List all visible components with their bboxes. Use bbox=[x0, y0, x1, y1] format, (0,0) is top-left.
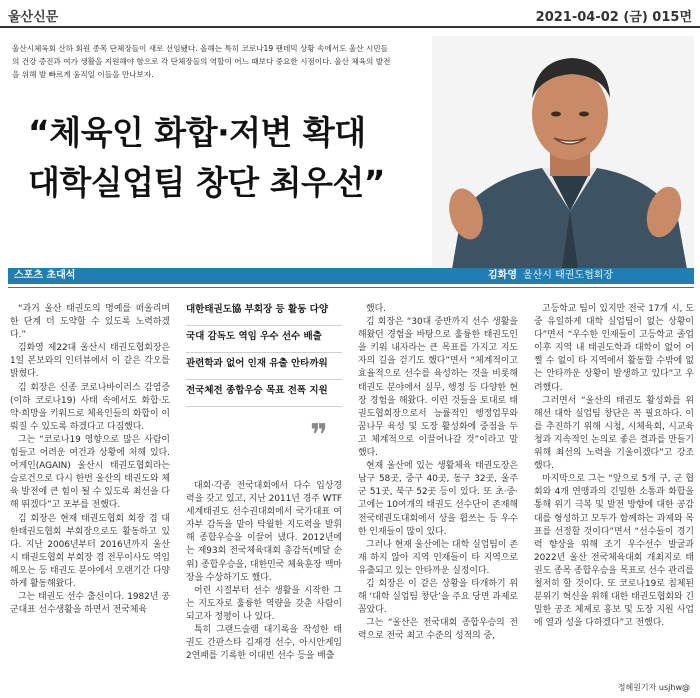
paragraph: 김 회장은 신종 코로나바이러스 감염증(이하 코로나19) 사태 속에서도 화합·도약·희망을 키워드로 체육인들의 화합이 이뤄질 수 있도록 하겠다고 다짐했다. bbox=[10, 382, 170, 432]
subheading: 전국체전 종합우승 목표 전폭 지원 bbox=[186, 384, 342, 407]
interviewee-title: 울산시 태권도협회장 bbox=[522, 270, 614, 281]
article-column-3 bbox=[358, 303, 518, 643]
paragraph: 현재 울산에 있는 생활체육 태권도장은 남구 58곳, 중구 40곳, 동구 32곳, 울주군 51곳, 북구 52곳 등이 있다. 또 초·중·고에는 10여개의 태권도 선수단이 존재해 전국태권도대회에서 상을 휩쓰는 등 우수한 인재들이 많이 있다. bbox=[358, 461, 518, 537]
paragraph: “과거 울산 태권도의 명예를 떠올리며 한 단계 더 도약할 수 있도록 노력하겠다.” bbox=[10, 304, 170, 341]
paragraph: 고등학교 팀이 있지만 전국 17개 시, 도 중 유일하게 대학 실업팀이 없는 상황이다”면서 “우수한 인재들이 고등학교 졸업 이후 지역 내 태권도학과 대학이 없어 어쩔 수 없이 타 지역에서 활동할 수밖에 없는 안타까운 상황이 발생하고 있다”고 우려했다. bbox=[534, 304, 694, 393]
subheading: 관련학과 없어 인재 유출 안타까워 bbox=[186, 357, 342, 380]
paragraph: 특히 그랜드슬램 대기록을 작성한 태권도 간판스타 김재경 선수, 아시안게임 2연패를 기록한 이대빈 선수 등을 배출 bbox=[186, 625, 342, 662]
article-column-2 bbox=[186, 480, 342, 663]
quote-mark-icon: ❞ bbox=[310, 418, 328, 453]
paragraph: 그는 “코로나19 영향으로 많은 사람이 힘들고 어려운 여건과 상황에 처해 있다. 어게인(AGAIN) 울산시 태권도협회라는 슬로건으로 다시 한번 울산의 태권도와 체육 발전에 큰 힘이 될 수 있도록 최선을 다해 뛰겠다”고 포부를 전했다. bbox=[10, 434, 170, 511]
newspaper-name: 울산신문 bbox=[8, 10, 59, 25]
section-divider bbox=[8, 287, 694, 288]
lead-paragraph: 울산시체육회 산하 회원 종목 단체장들이 새로 선임됐다. 올해는 특히 코로나19 팬데믹 상황 속에서도 울산 시민들의 건강 증진과 여가 생활을 지원해야 함으로 각 단체장들의 역할이 어느 때보다 중요한 시점이다. 울산 체육의 발전을 위해 발 빠르게 움직일 이들을 만나보자. bbox=[12, 44, 391, 79]
masthead-divider bbox=[0, 26, 700, 28]
paragraph: 김 회장은 “30대 중반까지 선수 생활을 해왔던 경험을 바탕으로 훌륭한 태권도인을 키워 내자라는 큰 목표를 가지고 지도자의 길을 걷기도 했다”면서 “체계적이고 효율적으로 선수를 육성하는 것을 비롯해 태권도 분야에서 실무, 행정 등 다양한 현장 경험을 해왔다. 이런 것들을 토대로 태권도협회장으로서 능률적인 행정업무와 꿈나무 육성 및 도장 활성화에 중점을 두고 체계적으로 이끌어나갈 것”이라고 말했다. bbox=[358, 317, 518, 459]
paragraph: 김 회장은 현재 태권도협회 회장 겸 대한태권도협회 부회장으로도 활동하고 있다. 지난 2006년부터 2016년까지 울산시 태권도협회 부회장 겸 전무이사도 역임해오는 등 태권도 분야에서 오랜기간 다양하게 활동해왔다. bbox=[10, 513, 170, 589]
subheadings bbox=[186, 303, 342, 411]
article-column-4 bbox=[534, 303, 694, 630]
paragraph: 김 회장은 이 같은 상황을 타개하기 위해 ‘대학 실업팀 창단’을 주요 당면 과제로 꼽았다. bbox=[358, 578, 518, 616]
issue-date: 2021-04-02 (금) 015면 bbox=[535, 10, 692, 25]
subheading: 대한태권도協 부회장 등 활동 다양 bbox=[186, 303, 342, 326]
paragraph: 김화영 제22대 울산시 태권도협회장은 1일 본보와의 인터뷰에서 이 같은 각오를 밝혔다. bbox=[10, 343, 170, 380]
paragraph: 마지막으로 그는 “앞으로 5개 구, 군 협회와 4개 연맹과의 긴밀한 소통과 화합을 통해 위기 극복 및 발전 방향에 대한 공감대를 형성하고 모두가 함께하는 과제와 목표를 선정할 것이다”면서 “선수들이 경기력 향상을 위해 조기 우수선수 발굴과 2022년 울산 전국체육대회 개최지로 태권도 종목 종합우승을 목표로 선수 관리를 철저히 할 것이다. 또 코로나19로 침체된 분위기 혁신을 위해 대한 태권도협회와 긴밀한 공조 체제로 홍보 및 도장 지원 사업에 열과 성을 다하겠다”고 전했다. bbox=[534, 474, 694, 629]
paragraph: 그는 “울산은 전국대회 종합우승의 전력으로 전국 최고 수준의 성적의 중, bbox=[358, 618, 518, 642]
headline-line-1: “체육인 화합·저변 확대 bbox=[28, 113, 366, 152]
paragraph: 했다. bbox=[366, 304, 386, 314]
paragraph: 대회·각종 전국대회에서 다수 입상경력을 갖고 있고, 지난 2011년 경주 WTF 세계태권도 선수권대회에서 국가대표 여자부 감독을 맡아 탁월한 지도력을 발휘해 종합우승을 이끌어 냈다. 2012년에는 제93회 전국체육대회 총감독(메달 순위) 종합우승을, 대한민국 체육훈장 백마장을 수상하기도 했다. bbox=[186, 481, 342, 583]
subheading: 국대 감독도 역임 우수 선수 배출 bbox=[186, 330, 342, 353]
paragraph: 그는 태권도 선수 출신이다. 1982년 공군대표 선수생활을 하면서 전국체육 bbox=[10, 592, 170, 616]
paragraph: 그러면서 “울산의 태권도 활성화를 위해선 대학 실업팀 창단은 꼭 필요하다. 이를 추진하기 위해 시청, 시체육회, 시교육청과 지속적인 논의로 좋은 결과를 만들기 위해 최선의 노력을 기울이겠다”고 강조했다. bbox=[534, 395, 694, 472]
portrait-photo bbox=[432, 36, 694, 269]
headline-line-2: 대학실업팀 창단 최우선” bbox=[28, 163, 385, 202]
paragraph: 어린 시절부터 선수 생활을 시작한 그는 지도자로 훌륭한 역량을 갖춘 사람이 되고자 정평이 나 있다. bbox=[186, 585, 342, 622]
section-label: 스포츠 초대석 bbox=[14, 270, 76, 281]
portrait-illustration bbox=[432, 36, 694, 269]
paragraph: 그러나 현재 울산에는 대학 실업팀이 존재 하지 않아 지역 인재들이 타 지역으로 유출되고 있는 안타까운 실정이다. bbox=[358, 539, 518, 576]
headline bbox=[28, 108, 385, 208]
interviewee-byline bbox=[488, 269, 613, 283]
interviewee-name: 김화영 bbox=[488, 270, 517, 281]
reporter-credit: 정혜원기자 usjhw@ bbox=[617, 683, 690, 692]
article-column-1 bbox=[10, 303, 170, 617]
